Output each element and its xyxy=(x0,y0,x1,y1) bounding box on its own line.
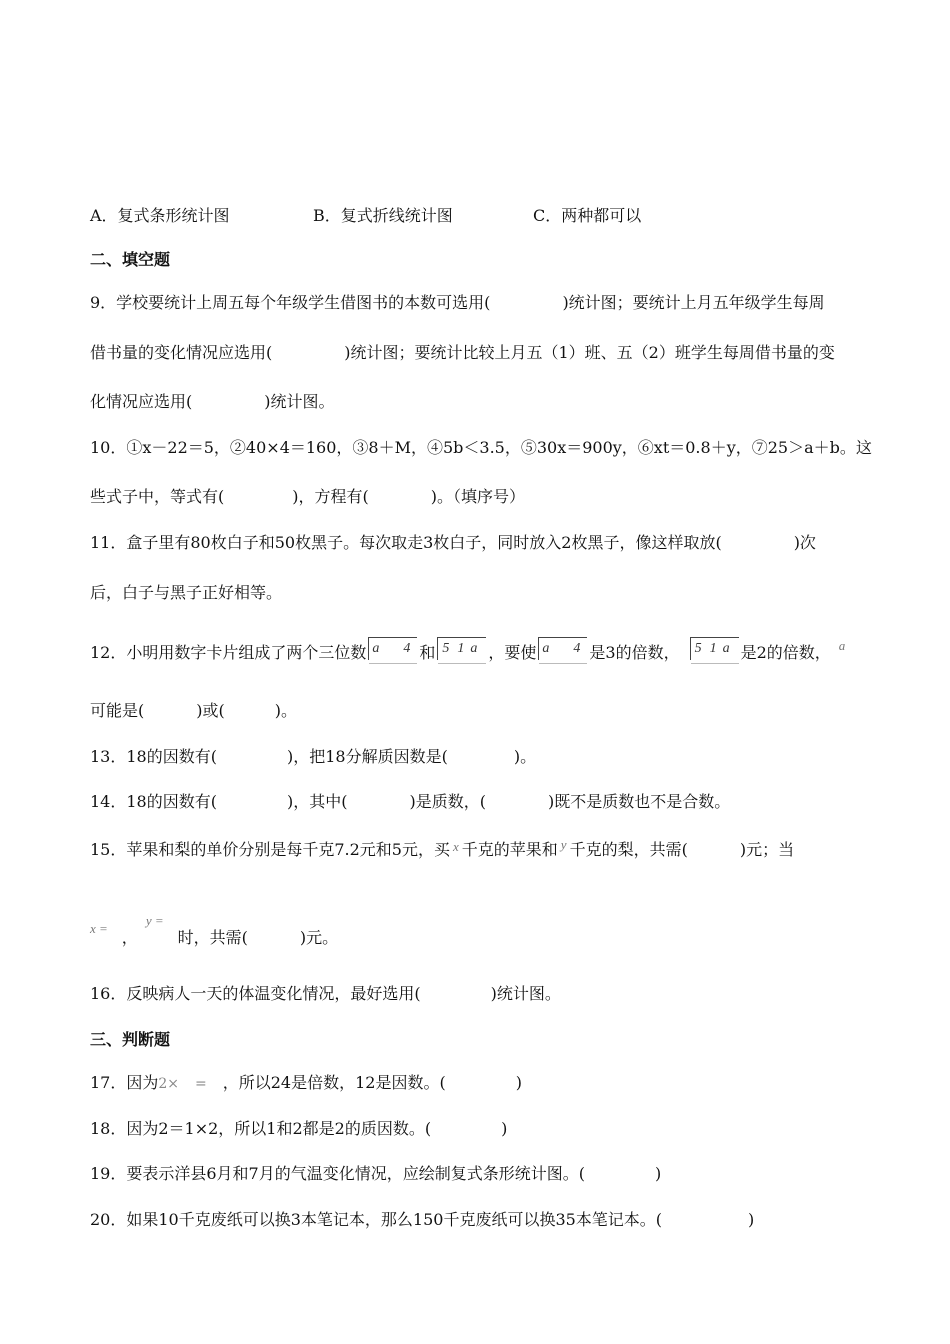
question-16: 16．反映病人一天的体温变化情况，最好选用( )统计图。 xyxy=(90,984,561,1003)
question-9-line-1: 9．学校要统计上周五每个年级学生借图书的本数可选用( )统计图；要统计上月五年级学生每周 xyxy=(90,293,825,312)
question-15-line-1: 15．苹果和梨的单价分别是每千克7.2元和5元，买 $^x$ 千克的苹果和 $^y$ 千克的梨，共需( )元；当 xyxy=(90,837,795,859)
question-10-line-2: 些式子中，等式有( )，方程有( )。（填序号） xyxy=(90,487,525,506)
digit-card-5-1-a: 5 1 a xyxy=(437,637,486,660)
question-9-line-2: 借书量的变化情况应选用( )统计图；要统计比较上月五（1）班、五（2）班学生每周借书量的变 xyxy=(90,343,835,362)
question-17: 17．因为2× = ，所以24是倍数，12是因数。( ) xyxy=(90,1073,522,1092)
option-b: B．复式折线统计图 xyxy=(313,206,453,225)
question-15-line-2: $^{x =}$ ，$^{y =}$时，共需( )元。 xyxy=(90,913,339,947)
question-9-line-3: 化情况应选用( )统计图。 xyxy=(90,392,335,411)
digit-card-5-1-a-repeat: 5 1 a xyxy=(690,637,739,660)
section-fill-in-blank: 二、填空题 xyxy=(90,250,171,269)
question-14: 14．18的因数有( )，其中( )是质数，( )既不是质数也不是合数。 xyxy=(90,792,731,811)
question-18: 18．因为2＝1×2，所以1和2都是2的质因数。( ) xyxy=(90,1119,508,1138)
digit-card-a-4: a 4 xyxy=(368,637,417,660)
question-10-line-1: 10．①x－22＝5，②40×4＝160，③8＋M，④5b＜3.5，⑤30x＝900y，⑥xt＝0.8＋y，⑦25＞a＋b。这 xyxy=(90,438,872,457)
question-11-line-2: 后，白子与黑子正好相等。 xyxy=(90,583,283,602)
question-12-line-2: 可能是( )或( )。 xyxy=(90,701,297,720)
question-11-line-1: 11．盒子里有80枚白子和50枚黑子。每次取走3枚白子，同时放入2枚黑子，像这样取放( )次 xyxy=(90,533,816,552)
question-13: 13．18的因数有( )，把18分解质因数是( )。 xyxy=(90,747,537,766)
option-a: A．复式条形统计图 xyxy=(90,206,230,225)
option-c: C．两种都可以 xyxy=(533,206,642,225)
section-true-false: 三、判断题 xyxy=(90,1030,171,1049)
question-20: 20．如果10千克废纸可以换3本笔记本，那么150千克废纸可以换35本笔记本。( ) xyxy=(90,1210,755,1229)
digit-card-a-4-repeat: a 4 xyxy=(538,637,587,660)
question-19: 19．要表示洋县6月和7月的气温变化情况，应绘制复式条形统计图。( ) xyxy=(90,1164,662,1183)
question-12-line-1: 12．小明用数字卡片组成了两个三位数 a 4 和 5 1 a ，要使 a 4 是3的倍数， 5 1 a 是2的倍数， $^a$ xyxy=(90,638,846,662)
